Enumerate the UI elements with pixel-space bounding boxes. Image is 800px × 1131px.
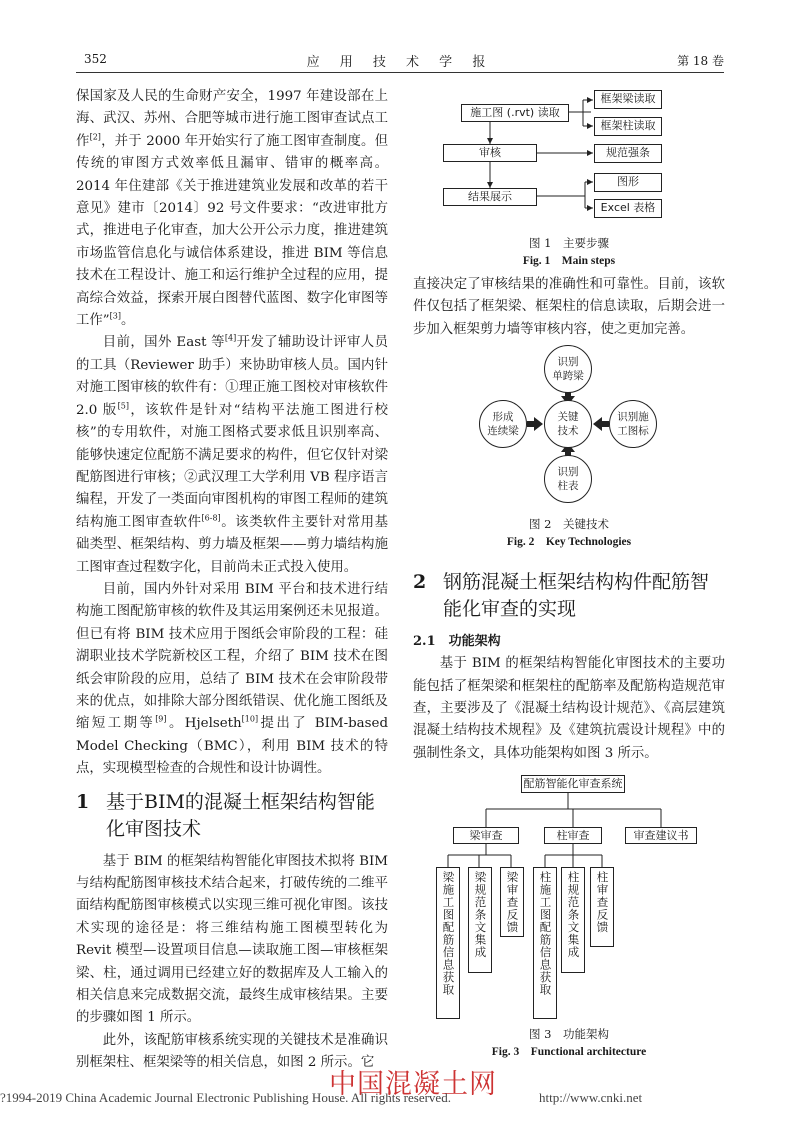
- page-header: [0, 0, 800, 70]
- column-norm-integration: 柱规范条文集成: [561, 867, 585, 973]
- figure-1-caption-en: Fig. 1 Main steps: [522, 255, 616, 267]
- journal-title: 应 用 技 术 学 报: [306, 55, 494, 70]
- paragraph-2: 目前，国外 East 等[4]开发了辅助设计评审人员的工具（Reviewer 助手）来协助审核人员。国内针对施工图审核的软件有：①理正施工图校对审核软件 2.0 版[5]，该软件是针对“结构平法施工图进行校核”的专用软件，对施工图格式要求低且识别率高、能够快速定位配筋不满足要求的构件，但它仅针对梁配筋图进行审核；②武汉理工大学利用 VB 程序语言编程，开发了一类面向审图机构的审图工程师的建筑结构施工图审查软件[6-8]。该类软件主要针对常用基础类型、框架结构、剪力墙及框架——剪力墙结构施工图审查过程数字化，目前尚未正式投入使用。: [76, 334, 389, 575]
- figure-1-connectors: [413, 86, 725, 246]
- step-read-drawing: 施工图 (.rvt) 读取: [461, 104, 569, 122]
- form-continuous-beam: 形成 连续梁: [479, 400, 527, 448]
- column-review-feedback: 柱审查反馈: [590, 867, 614, 947]
- header-rule: [76, 72, 724, 73]
- volume-label: 第 18 卷: [677, 54, 724, 68]
- subsection-2-1-heading: 2.1 功能架构: [413, 634, 501, 650]
- figure-3-caption-cn: 图 3 功能架构: [529, 1027, 609, 1042]
- page-number: 352: [84, 52, 107, 66]
- identify-column-table: 识别 柱表: [544, 455, 592, 503]
- paragraph-5: 此外，该配筋审核系统实现的关键技术是准确识别框架柱、框架梁等的相关信息，如图 2 所示。它: [76, 1032, 388, 1071]
- system-root: 配筋智能化审查系统: [521, 775, 625, 793]
- section-title: 钢筋混凝土框架结构构件配筋智能化审查的实现: [443, 571, 710, 621]
- step-read-beam: 框架梁读取: [594, 90, 662, 109]
- paragraph-6: 直接决定了审核结果的准确性和可靠性。目前，该软件仅包括了框架梁、框架柱的信息读取，后期会进一步加入框架剪力墙等审核内容，使之更加完善。: [413, 277, 725, 337]
- beam-review: 梁审查: [453, 827, 519, 844]
- figure-1: [413, 86, 725, 304]
- section-number: 2: [413, 571, 427, 594]
- watermark-logo: 中国混凝土网: [329, 1069, 497, 1100]
- figure-3-caption-en: Fig. 3 Functional architecture: [491, 1046, 647, 1059]
- paragraph-1: 保国家及人民的生命财产安全，1997 年建设部在上海、武汉、苏州、合肥等城市进行施工图审查试点工作[2]，并于 2000 年开始实行了施工图审查制度。但传统的审图方式效率低且漏审、错审的概率高。2014 年住建部《关于推进建筑业发展和改革的若干意见》建市〔2014〕92 号文件要求：“改进审批方式，推进电子化审查，加大公开公示力度，推进建筑市场监管信息化与诚信体系建设，推进 BIM 等信息技术在工程设计、施工和运行维护全过程的应用，提高综合效益，探索开展白图替代蓝图、数字化审图等工作”[3]。: [76, 89, 389, 329]
- column-review: 柱审查: [544, 827, 602, 844]
- step-check: 审核: [443, 144, 537, 162]
- paragraph-3: 目前，国内外针对采用 BIM 平台和技术进行结构施工图配筋审核的软件及其运用案例还未见报道。但已有将 BIM 技术应用于图纸会审阶段的工程：硅湖职业技术学院新校区工程，介绍了 BIM 技术在图纸会审阶段的应用，总结了 BIM 技术在会审阶段带来的优点，如排除大部分图纸错误、优化施工图纸及缩短工期等[9]。Hjelseth[10]提出了 BIM-based Model Checking（BMC），利用 BIM 技术的特点，实现模型检查的合规性和设计协调性。: [76, 581, 389, 777]
- section-2-heading: [413, 569, 725, 623]
- figure-3: [413, 773, 725, 1061]
- cnki-link[interactable]: http://www.cnki.net: [539, 1090, 643, 1105]
- section-title: 基于BIM的混凝土框架结构智能化审图技术: [106, 790, 375, 840]
- figure-2: [413, 345, 725, 563]
- beam-review-feedback: 梁审查反馈: [500, 867, 524, 937]
- identify-drawing-marks: 识别施 工图标: [609, 400, 657, 448]
- figure-1-caption-cn: 图 1 主要步骤: [529, 236, 609, 250]
- step-graph: 图形: [594, 173, 662, 192]
- step-read-column: 框架柱读取: [594, 117, 662, 136]
- step-excel: Excel 表格: [594, 199, 662, 218]
- right-column: [413, 86, 725, 1061]
- copyright-notice: ?1994-2019 China Academic Journal Electronic Publishing House. All rights reserved.: [0, 1090, 451, 1105]
- left-column: [76, 86, 388, 1075]
- column-info-fetch: 柱施工图配筋信息获取: [533, 867, 557, 1019]
- paragraph-7: 基于 BIM 的框架结构智能化审图技术的主要功能包括了框架梁和框架柱的配筋率及配筋构造规范审查，主要涉及了《混凝土结构设计规范》、《高层建筑混凝土结构技术规程》及《建筑抗震设计规程》中的强制性条文，具体功能架构如图 3 所示。: [413, 656, 725, 761]
- step-norm: 规范强条: [594, 144, 662, 163]
- beam-info-fetch: 梁施工图配筋信息获取: [436, 867, 460, 1019]
- paragraph-4: 基于 BIM 的框架结构智能化审图技术拟将 BIM 与结构配筋图审核技术结合起来，打破传统的二维平面结构配筋图审核模式以实现三维可视化审图。该技术实现的途径是：将三维结构施工图模型转化为 Revit 模型—设置项目信息—读取施工图—审核框架梁、柱，通过调用已经建立好的数据库及人工输入的相关信息来完成数据交流，最终生成审核结果。主要的步骤如图 1 所示。: [76, 853, 388, 1026]
- review-advice: 审查建议书: [625, 827, 697, 844]
- step-result: 结果展示: [443, 188, 537, 206]
- section-1-heading: [76, 789, 388, 843]
- figure-2-caption-en: Fig. 2 Key Technologies: [506, 536, 632, 549]
- beam-norm-integration: 梁规范条文集成: [468, 867, 492, 973]
- identify-single-span-beam: 识别 单跨梁: [544, 345, 592, 393]
- section-number: 1: [76, 790, 90, 813]
- key-tech-center: 关键 技术: [544, 400, 592, 448]
- figure-2-caption-cn: 图 2 关键技术: [529, 517, 609, 532]
